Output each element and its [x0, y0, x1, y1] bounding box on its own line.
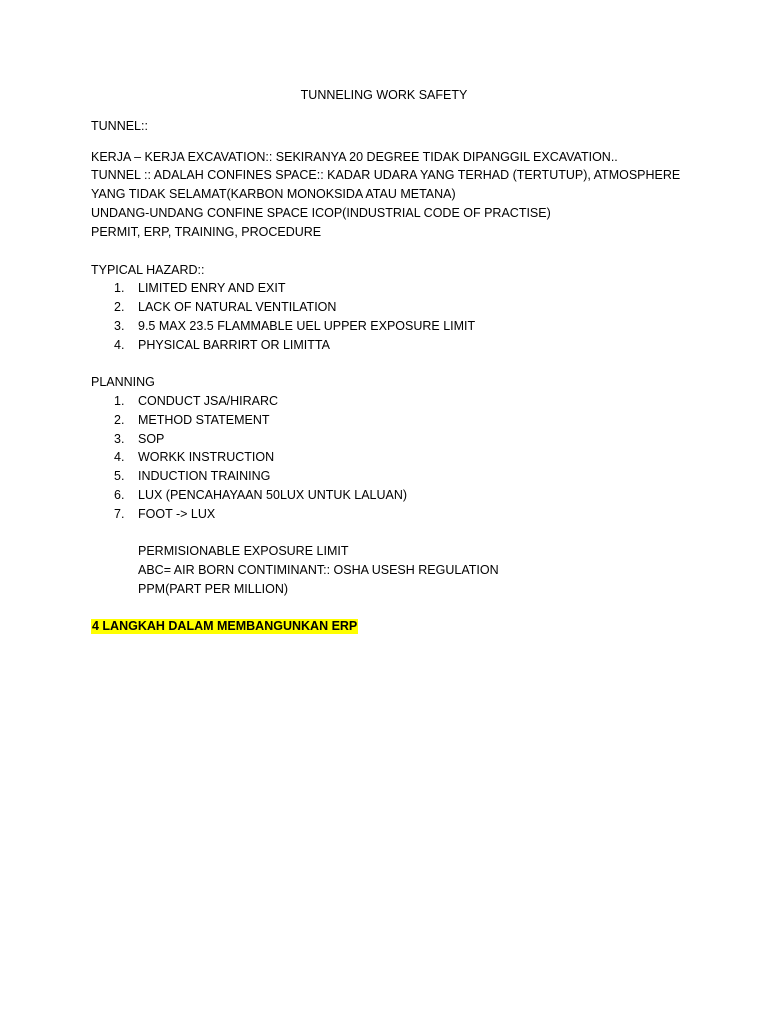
intro-line-2: TUNNEL :: ADALAH CONFINES SPACE:: KADAR UDARA YANG TERHAD (TERTUTUP), ATMOSPHERE: [91, 168, 681, 182]
erp-heading: [91, 618, 358, 634]
list-item-number: 1.: [114, 394, 125, 408]
list-item: METHOD STATEMENT: [138, 413, 270, 427]
list-item-number: 5.: [114, 469, 125, 483]
highlighted-text: 4 LANGKAH DALAM MEMBANGUNKAN ERP: [92, 619, 358, 633]
note-line: PPM(PART PER MILLION): [138, 582, 289, 596]
document-title: TUNNELING WORK SAFETY: [300, 88, 468, 102]
intro-line-4: UNDANG-UNDANG CONFINE SPACE ICOP(INDUSTRIAL CODE OF PRACTISE): [91, 206, 551, 220]
list-item-number: 3.: [114, 432, 125, 446]
list-item: LIMITED ENRY AND EXIT: [138, 281, 286, 295]
intro-line-5: PERMIT, ERP, TRAINING, PROCEDURE: [91, 225, 322, 239]
list-item-number: 2.: [114, 413, 125, 427]
list-item-number: 7.: [114, 507, 125, 521]
list-item: FOOT -> LUX: [138, 507, 216, 521]
list-item: SOP: [138, 432, 165, 446]
list-item-number: 2.: [114, 300, 125, 314]
intro-line-1: KERJA – KERJA EXCAVATION:: SEKIRANYA 20 DEGREE TIDAK DIPANGGIL EXCAVATION..: [91, 150, 618, 164]
note-line: PERMISIONABLE EXPOSURE LIMIT: [138, 544, 349, 558]
intro-line-3: YANG TIDAK SELAMAT(KARBON MONOKSIDA ATAU METANA): [91, 187, 456, 201]
list-item: CONDUCT JSA/HIRARC: [138, 394, 279, 408]
list-item-number: 4.: [114, 338, 125, 352]
tunnel-heading: TUNNEL::: [91, 119, 148, 133]
list-item-number: 3.: [114, 319, 125, 333]
list-item-number: 1.: [114, 281, 125, 295]
hazard-heading: TYPICAL HAZARD::: [91, 263, 205, 277]
list-item: PHYSICAL BARRIRT OR LIMITTA: [138, 338, 330, 352]
planning-heading: PLANNING: [91, 375, 155, 389]
note-line: ABC= AIR BORN CONTIMINANT:: OSHA USESH REGULATION: [138, 563, 499, 577]
list-item-number: 4.: [114, 450, 125, 464]
list-item: INDUCTION TRAINING: [138, 469, 271, 483]
list-item: LACK OF NATURAL VENTILATION: [138, 300, 337, 314]
list-item: WORKK INSTRUCTION: [138, 450, 275, 464]
list-item-number: 6.: [114, 488, 125, 502]
list-item: LUX (PENCAHAYAAN 50LUX UNTUK LALUAN): [138, 488, 408, 502]
list-item: 9.5 MAX 23.5 FLAMMABLE UEL UPPER EXPOSURE LIMIT: [138, 319, 476, 333]
